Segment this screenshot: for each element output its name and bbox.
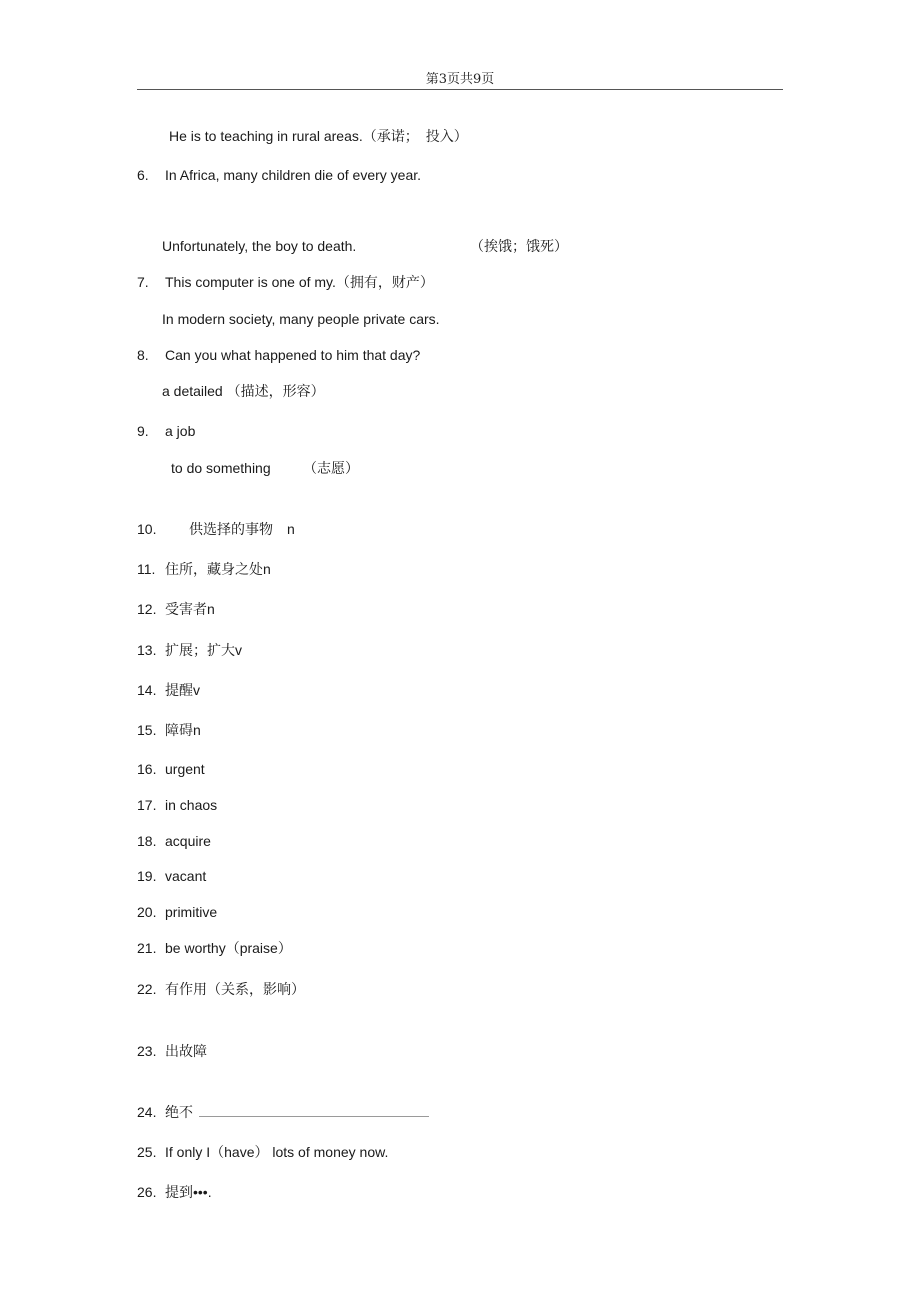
exercise-item-14 [137, 681, 200, 699]
item-text: a job [165, 423, 196, 439]
item-number: 18. [137, 833, 157, 849]
item-text: 障碍n [165, 722, 201, 738]
item-number: 6. [137, 167, 149, 183]
item-number: 15. [137, 722, 157, 738]
item-number: 17. [137, 797, 157, 813]
item-text: 提醒v [165, 682, 200, 698]
exercise-item-6 [137, 166, 421, 184]
item-number: 13. [137, 642, 157, 658]
item-text: 提到•••. [165, 1184, 212, 1200]
line-text: a detailed （描述，形容） [162, 383, 325, 399]
exercise-item-9 [137, 422, 195, 440]
item-number: 21. [137, 940, 157, 956]
exercise-item-24 [137, 1103, 429, 1121]
item-text: 绝不 [165, 1104, 193, 1120]
exercise-item-19 [137, 867, 206, 885]
exercise-note-9b [303, 459, 359, 477]
item-number: 19. [137, 868, 157, 884]
item-number: 25. [137, 1144, 157, 1160]
note-text: （挨饿；饿死） [470, 238, 568, 254]
line-text: In modern society, many people private cars. [162, 311, 440, 327]
item-number: 23. [137, 1043, 157, 1059]
item-text: vacant [165, 868, 207, 884]
exercise-item-21 [137, 939, 292, 957]
line-text: Unfortunately, the boy to death. [162, 238, 357, 254]
exercise-item-20 [137, 903, 217, 921]
exercise-item-26 [137, 1183, 212, 1201]
item-number: 8. [137, 347, 149, 363]
exercise-item-11 [137, 560, 271, 578]
exercise-line-9b [171, 459, 271, 477]
header-divider [137, 89, 783, 90]
item-number: 10. [137, 521, 157, 537]
exercise-line-6b [162, 237, 356, 255]
exercise-item-25 [137, 1143, 388, 1161]
exercise-line-5b [169, 127, 468, 145]
item-text: 出故障 [165, 1043, 207, 1059]
exercise-item-18 [137, 832, 211, 850]
line-text: He is to teaching in rural areas.（承诺； 投入） [169, 128, 468, 144]
item-text: 受害者n [165, 601, 215, 617]
item-text: This computer is one of my.（拥有，财产） [165, 274, 434, 290]
item-number: 12. [137, 601, 157, 617]
line-text: to do something [171, 460, 271, 476]
exercise-item-16 [137, 760, 205, 778]
exercise-item-23 [137, 1042, 207, 1060]
item-text: 扩展；扩大v [165, 642, 242, 658]
item-text: in chaos [165, 797, 218, 813]
item-text: In Africa, many children die of every year. [165, 167, 422, 183]
exercise-item-22 [137, 980, 305, 998]
exercise-item-10 [137, 520, 295, 538]
page-number-header: 第3页共9页 [425, 72, 495, 87]
item-text: primitive [165, 904, 218, 920]
exercise-line-8b [162, 382, 325, 400]
exercise-item-15 [137, 721, 201, 739]
item-number: 7. [137, 274, 149, 290]
exercise-item-12 [137, 600, 215, 618]
exercise-item-17 [137, 796, 217, 814]
exercise-line-7b [162, 310, 440, 328]
item-number: 24. [137, 1104, 157, 1120]
item-text: 供选择的事物 n [189, 521, 295, 537]
exercise-item-8 [137, 346, 420, 364]
item-number: 11. [137, 561, 156, 577]
exercise-item-13 [137, 641, 242, 659]
item-text: 有作用（关系，影响） [165, 981, 305, 997]
answer-blank-line [199, 1104, 429, 1117]
item-text: acquire [165, 833, 211, 849]
note-text: （志愿） [303, 460, 359, 476]
item-number: 14. [137, 682, 157, 698]
item-number: 20. [137, 904, 157, 920]
item-text: Can you what happened to him that day? [165, 347, 421, 363]
item-number: 16. [137, 761, 157, 777]
exercise-note-6b [470, 237, 568, 255]
item-number: 22. [137, 981, 157, 997]
item-number: 26. [137, 1184, 157, 1200]
item-text: urgent [165, 761, 205, 777]
item-text: be worthy（praise） [165, 940, 292, 956]
item-text: 住所，藏身之处n [165, 561, 271, 577]
item-text: If only I（have） lots of money now. [165, 1144, 389, 1160]
exercise-item-7 [137, 273, 434, 291]
item-number: 9. [137, 423, 149, 439]
